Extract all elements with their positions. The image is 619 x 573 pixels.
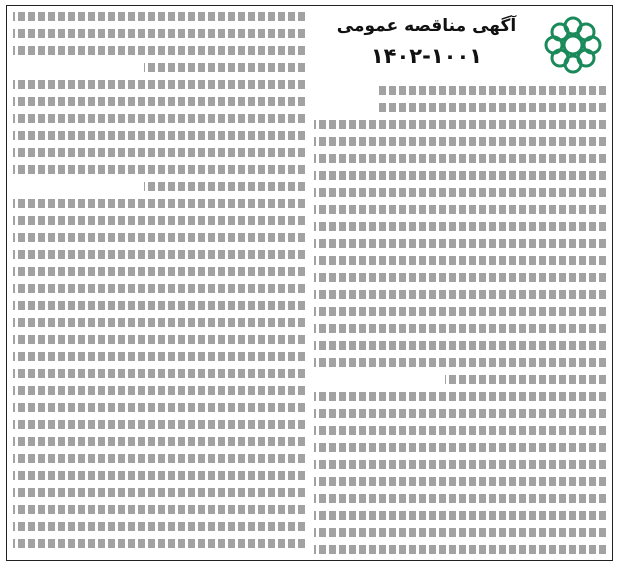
tender-number: ۱۴۰۲-۱۰۰۱ xyxy=(370,44,483,68)
shiraz-municipality-rosette-icon xyxy=(540,12,606,78)
notice-body-right xyxy=(314,86,606,554)
notice-body-left xyxy=(13,12,305,554)
tender-notice xyxy=(6,5,613,561)
notice-title: آگهی مناقصه عمومی xyxy=(336,16,517,36)
notice-header xyxy=(321,10,606,80)
